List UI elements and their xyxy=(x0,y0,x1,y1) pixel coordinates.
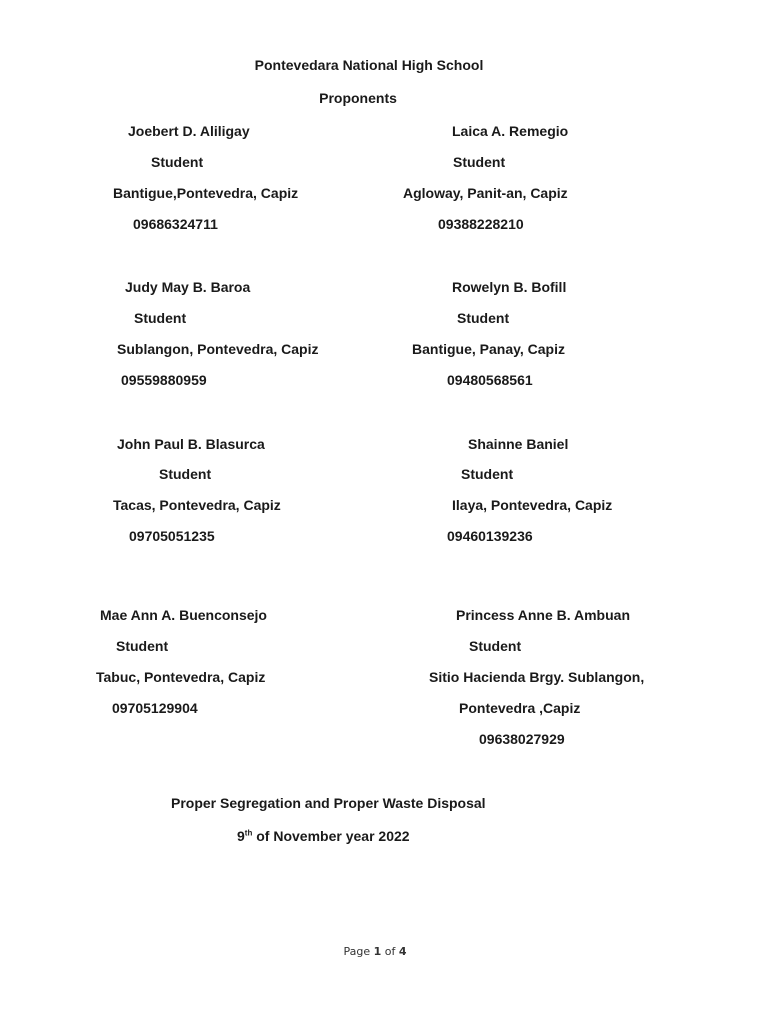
proponent-name: Joebert D. Aliligay xyxy=(128,123,250,139)
proponent-address: Bantigue,Pontevedra, Capiz xyxy=(113,185,299,201)
proponent-name: Judy May B. Baroa xyxy=(125,279,251,295)
proponent-name: Shainne Baniel xyxy=(468,436,569,452)
page-of-word: of xyxy=(384,945,396,958)
project-date xyxy=(237,829,410,843)
proponent-address: Agloway, Panit-an, Capiz xyxy=(403,185,568,201)
proponent-name: John Paul B. Blasurca xyxy=(117,436,265,452)
page-total: 4 xyxy=(398,945,407,958)
proponent-phone: 09559880959 xyxy=(121,372,207,388)
proponent-role: Student xyxy=(469,638,522,654)
page-word: Page xyxy=(343,945,371,958)
project-title: Proper Segregation and Proper Waste Disposal xyxy=(171,795,486,811)
proponent-role: Student xyxy=(116,638,169,654)
proponent-role: Student xyxy=(457,310,510,326)
date-day: 9 xyxy=(237,828,245,844)
proponent-phone: 09705051235 xyxy=(129,528,215,544)
date-rest: of November year 2022 xyxy=(252,828,410,844)
proponent-phone: 09388228210 xyxy=(438,216,524,232)
proponent-address: Pontevedra ,Capiz xyxy=(459,700,581,716)
proponent-role: Student xyxy=(151,154,204,170)
page-current: 1 xyxy=(373,945,382,958)
proponent-role: Student xyxy=(461,466,514,482)
proponent-phone: 09638027929 xyxy=(479,731,565,747)
proponent-address: Sitio Hacienda Brgy. Sublangon, xyxy=(429,669,645,685)
proponent-address: Bantigue, Panay, Capiz xyxy=(412,341,565,357)
page-footer xyxy=(343,945,406,958)
proponent-phone: 09686324711 xyxy=(133,216,218,232)
proponent-role: Student xyxy=(134,310,187,326)
proponent-name: Princess Anne B. Ambuan xyxy=(456,607,631,623)
proponent-name: Rowelyn B. Bofill xyxy=(452,279,567,295)
proponent-phone: 09460139236 xyxy=(447,528,533,544)
proponent-phone: 09480568561 xyxy=(447,372,533,388)
school-name: Pontevedara National High School xyxy=(254,57,484,73)
proponent-name: Laica A. Remegio xyxy=(452,123,569,139)
proponent-role: Student xyxy=(159,466,212,482)
proponent-address: Tabuc, Pontevedra, Capiz xyxy=(96,669,266,685)
proponent-address: Sublangon, Pontevedra, Capiz xyxy=(117,341,319,357)
proponent-address: Tacas, Pontevedra, Capiz xyxy=(113,497,281,513)
proponent-name: Mae Ann A. Buenconsejo xyxy=(100,607,267,623)
proponent-role: Student xyxy=(453,154,506,170)
proponent-address: Ilaya, Pontevedra, Capiz xyxy=(452,497,613,513)
proponents-heading: Proponents xyxy=(319,90,397,106)
date-suffix: th xyxy=(244,828,253,838)
proponent-phone: 09705129904 xyxy=(112,700,198,716)
